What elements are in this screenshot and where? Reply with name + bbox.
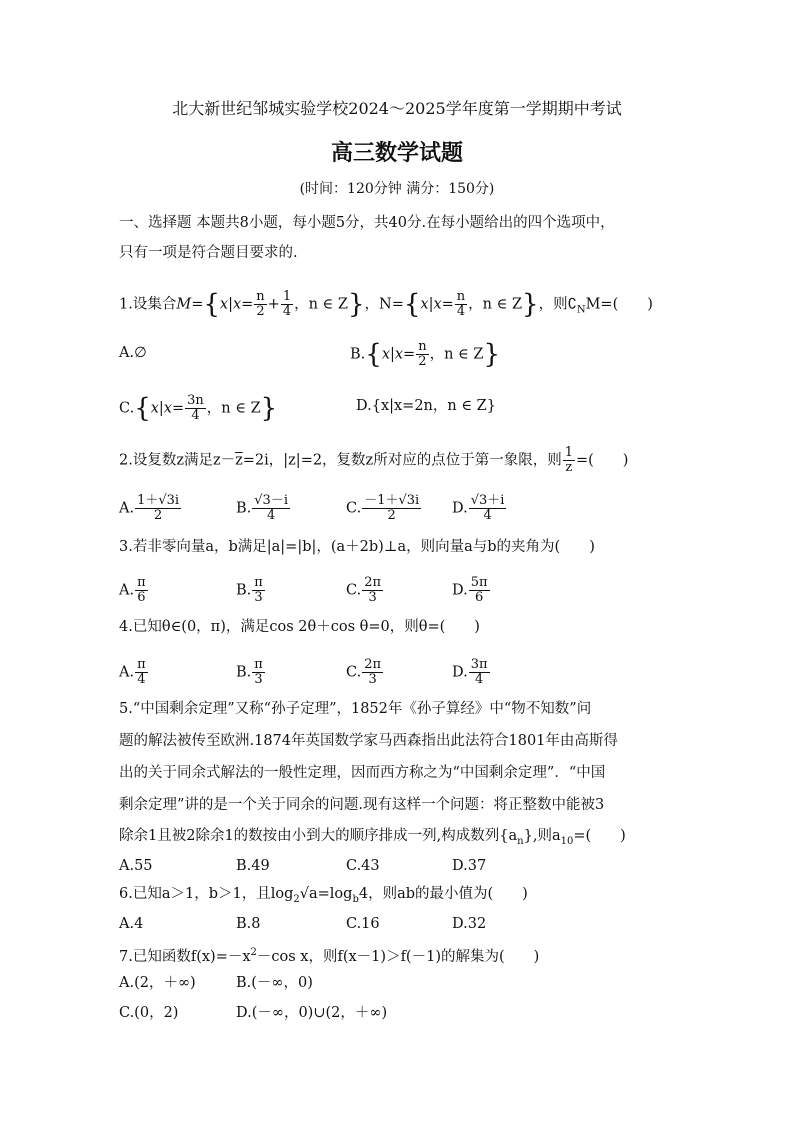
question-2-option-a: A. $\frac{1+√3i}{2}$ <box>119 493 180 523</box>
question-3-option-b: B. $\frac{\pi}{3}$ <box>236 575 263 605</box>
question-5-line3: 出的关于同余式解法的一般性定理，因而西方称之为“中国剩余定理”．“中国 <box>119 765 606 781</box>
question-5-line4: 剩余定理”讲的是一个关于同余的问题.现有这样一个问题：将正整数中能被3 <box>119 797 605 813</box>
question-6-option-d: D.32 <box>452 916 487 932</box>
section-instructions-line1: 一、选择题 本题共8小题，每小题5分，共40分.在每小题给出的四个选项中， <box>119 215 615 231</box>
question-5-line1: 5.“中国剩余定理”又称“孙子定理”，1852年《孙子算经》中“物不知数”问 <box>119 701 592 717</box>
question-4-stem: 4.已知θ∈(0，π)，满足cos 2θ＋cos θ=0，则θ=( ) <box>119 619 480 635</box>
question-4-option-c: C. $\frac{2\pi}{3}$ <box>346 657 382 687</box>
question-3-option-a: A. $\frac{\pi}{6}$ <box>119 575 146 605</box>
question-5-option-c: C.43 <box>346 858 380 874</box>
question-2-option-b: B. $\frac{√3-i}{4}$ <box>236 493 288 523</box>
question-2-option-c: C. $\frac{-1+√3i}{2}$ <box>346 493 420 523</box>
question-7-option-c: C.(0，2) <box>119 1005 179 1021</box>
question-4-option-b: B. $\frac{\pi}{3}$ <box>236 657 263 687</box>
question-5-line2: 题的解法被传至欧洲.1874年英国数学家马西森指出此法符合1801年由高斯得 <box>119 733 618 749</box>
question-3-option-d: D. $\frac{5\pi}{6}$ <box>452 575 488 605</box>
question-5-option-a: A.55 <box>119 858 153 874</box>
exam-info: (时间：120分钟 满分：150分) <box>299 181 495 197</box>
question-5-option-b: B.49 <box>236 858 270 874</box>
question-3-stem: 3.若非零向量a，b满足|a|=|b|，(a＋2b)⊥a，则向量a与b的夹角为( ) <box>119 539 595 555</box>
question-7-stem: 7.已知函数$f(x)=-x^2-\cos$ x，则f(x－1)＞f(－1)的解集为( ) <box>119 947 540 965</box>
question-4-option-a: A. $\frac{\pi}{4}$ <box>119 657 146 687</box>
exam-school-heading: 北大新世纪邹城实验学校2024～2025学年度第一学期期中考试 <box>172 99 622 118</box>
exam-title: 高三数学试题 <box>330 140 463 166</box>
question-7-option-d: D.(－∞，0)∪(2，＋∞) <box>236 1005 388 1021</box>
question-1-option-a: A.∅ <box>119 345 147 361</box>
question-1-stem: 1.设集合M={x|x= $\frac{n}{2}$ + $\frac{1}{4}$ ，n ∈ Z}，N={x|x= $\frac{n}{4}$ ，n ∈ Z}，则$∁_NM=$( ) <box>119 289 653 320</box>
question-1-option-c: C.{x|x= $\frac{3n}{4}$ ，n ∈ Z} <box>119 393 278 424</box>
section-instructions-line2: 只有一项是符合题目要求的. <box>119 245 298 261</box>
question-5-line5: 除余1且被2除余1的数按由小到大的顺序排成一列,构成数列$\{a_n\}$,则$a_{10}=$( ) <box>119 828 626 847</box>
question-4-option-d: D. $\frac{3\pi}{4}$ <box>452 657 488 687</box>
question-6-option-a: A.4 <box>119 916 144 932</box>
question-6-stem: 6.已知a＞1，b＞1，且$\log_2√a=\log_b4$，则ab的最小值为( ) <box>119 886 528 905</box>
question-2-option-d: D. $\frac{√3+i}{4}$ <box>452 493 505 523</box>
question-3-option-c: C. $\frac{2\pi}{3}$ <box>346 575 382 605</box>
question-2-stem: 2.设复数z满足$z-\overline{z}=2i$，|z|=2，复数z所对应的点位于第一象限，则 $\frac{1}{z}$ =( ) <box>119 445 629 475</box>
question-6-option-c: C.16 <box>346 916 380 932</box>
question-7-option-b: B.(－∞，0) <box>236 975 313 991</box>
question-1-option-b: B.{x|x= $\frac{n}{2}$ ，n ∈ Z} <box>350 339 500 370</box>
question-5-option-d: D.37 <box>452 858 487 874</box>
question-7-option-a: A.(2，＋∞) <box>119 975 196 991</box>
question-1-option-d: D.{x|x=2n，n ∈ Z} <box>356 398 496 414</box>
question-6-option-b: B.8 <box>236 916 261 932</box>
